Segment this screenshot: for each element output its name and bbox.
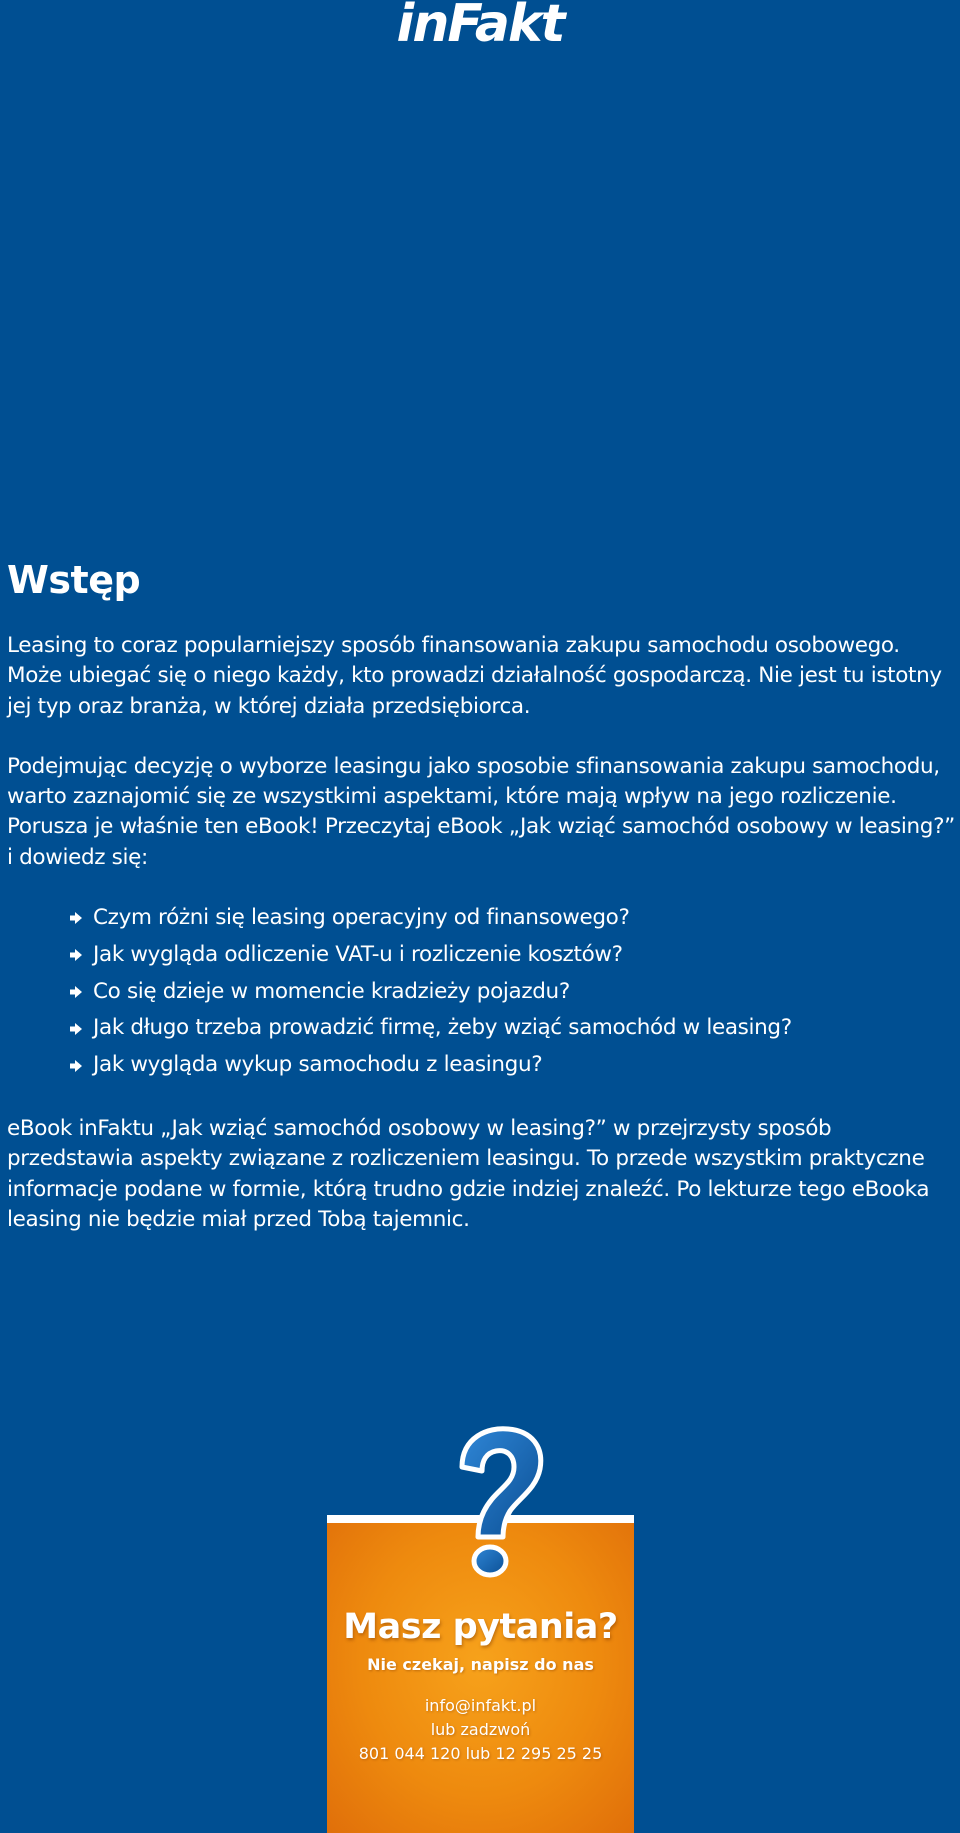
list-item-text: Jak wygląda wykup samochodu z leasingu? [93,1052,543,1078]
infakt-logo [0,0,960,54]
list-item [69,974,957,1011]
list-item-text: Jak długo trzeba prowadzić firmę, żeby wziąć samochód w leasing? [93,1015,792,1041]
list-item [69,1010,957,1047]
list-item [69,1047,957,1084]
section-heading: Wstęp [7,558,141,602]
arrow-right-icon [69,985,83,999]
promo-subtitle: Nie czekaj, napisz do nas [367,1655,594,1674]
arrow-right-icon [69,1059,83,1073]
list-item-text: Jak wygląda odliczenie VAT-u i rozliczenie kosztów? [93,941,623,967]
contact-phone-numbers: 801 044 120 lub 12 295 25 25 [358,1744,603,1763]
intro-section [7,560,957,1235]
list-item [69,937,957,974]
intro-paragraph-1: Leasing to coraz popularniejszy sposób finansowania zakupu samochodu osobowego. Może ubiegać się o niego każdy, kto prowadzi działalność gospodarczą. Nie jest tu istotny jej typ oraz branża, w której działa przedsiębiorca. [7,633,942,719]
promo-or-call: lub zadzwoń [430,1720,531,1739]
list-item-text: Czym różni się leasing operacyjny od finansowego? [93,905,630,931]
logo-text: inFakt [396,0,564,54]
arrow-right-icon [69,948,83,962]
question-mark-icon [444,1425,544,1585]
list-item [69,900,957,937]
arrow-right-icon [69,911,83,925]
intro-paragraph-3: eBook inFaktu „Jak wziąć samochód osobowy w leasing?” w przejrzysty sposób przedstawia aspekty związane z rozliczeniem leasingu. To przede wszystkim praktyczne informacje podane w formie, którą trudno gdzie indziej znaleźć. Po lekturze tego eBooka leasing nie będzie miał przed Tobą tajemnic. [7,1116,930,1232]
intro-paragraph-2: Podejmując decyzję o wyborze leasingu jako sposobie sfinansowania zakupu samochodu, warto zaznajomić się ze wszystkimi aspektami, które mają wpływ na jego rozliczenie. Porusza je właśnie ten eBook! Przeczytaj eBook „Jak wziąć samochód osobowy w leasing?” i dowiedz się: [7,753,955,870]
contact-email-link[interactable]: info@infakt.pl [424,1696,537,1715]
promo-title: Masz pytania? [343,1607,618,1647]
list-item-text: Co się dzieje w momencie kradzieży pojazdu? [93,978,570,1004]
arrow-right-icon [69,1022,83,1036]
questions-list [7,900,957,1084]
